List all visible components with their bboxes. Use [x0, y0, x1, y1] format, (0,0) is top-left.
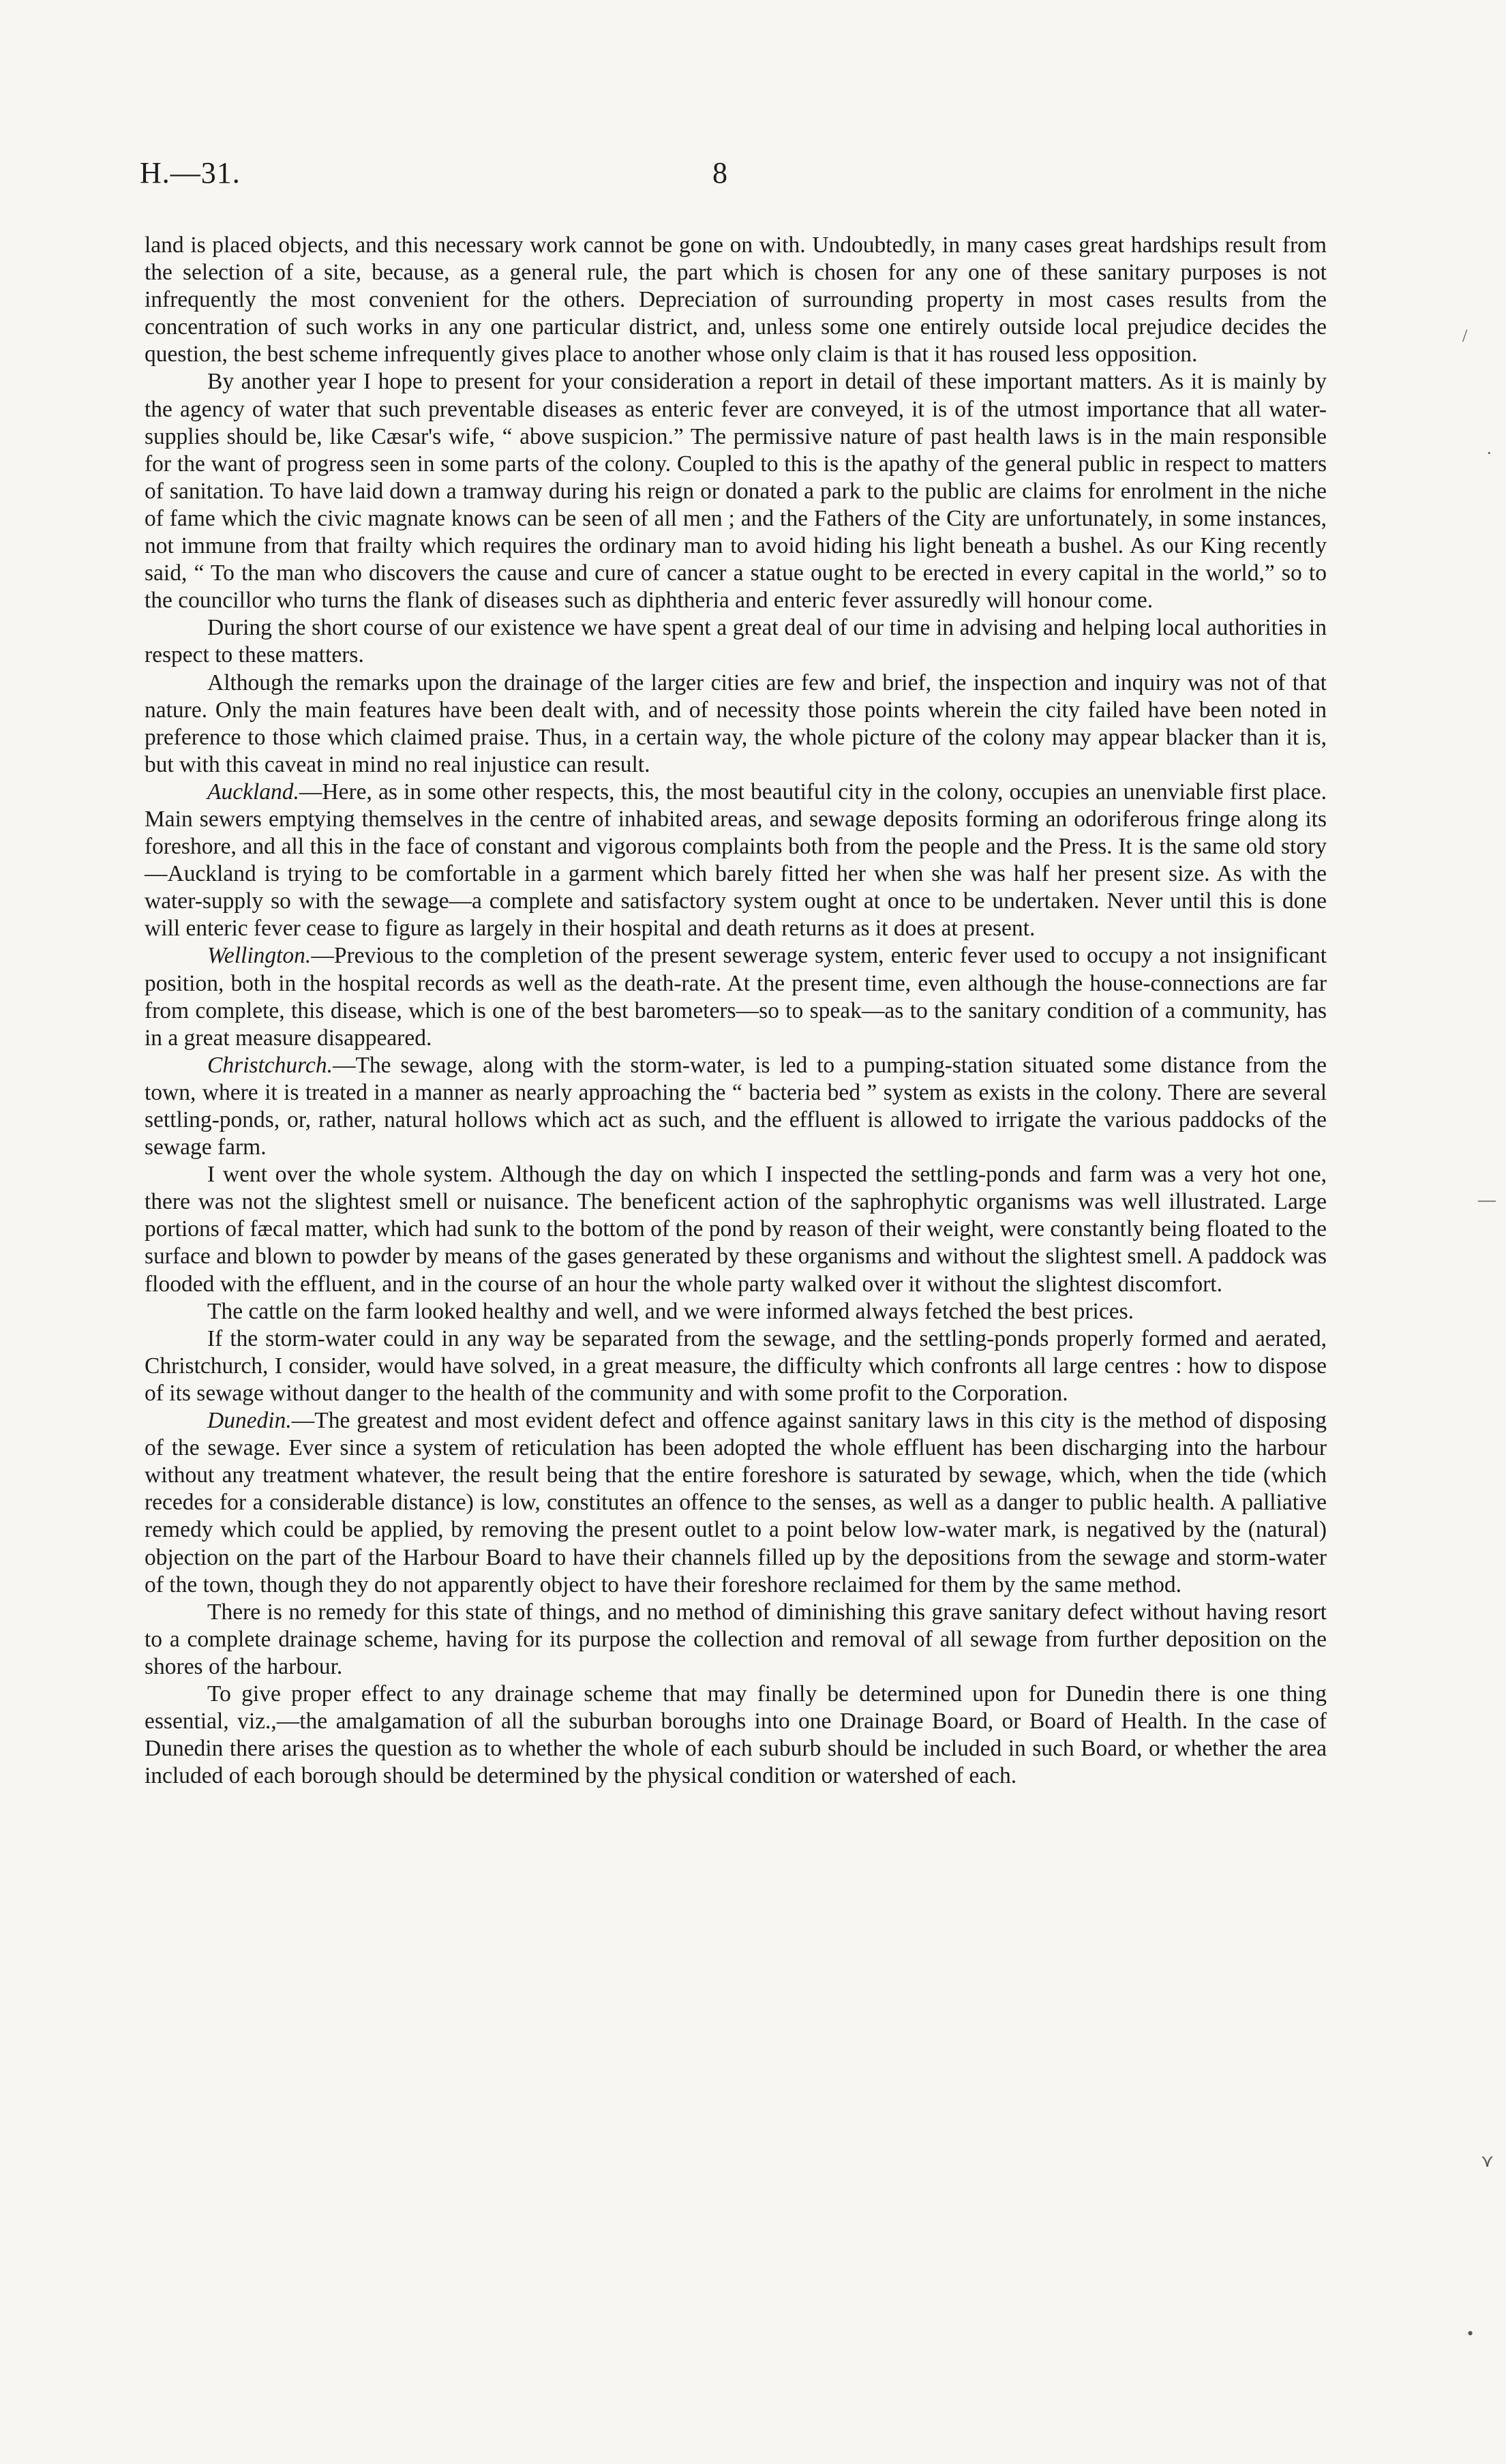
margin-mark: /	[1462, 326, 1468, 346]
margin-mark: ·	[1486, 443, 1492, 463]
paragraph-text: —The sewage, along with the storm-water, is led to a pumping-station situated some distance from the town, where it is treated in a manner as nearly approaching the “ bacteria bed ” system as exists in the colony. There are several settling-ponds, or, rather, natural hollows which act as such, and the effluent is allowed to irrigate the various paddocks of the sewage farm.	[145, 1052, 1327, 1160]
paragraph-text: Although the remarks upon the drainage of the larger cities are few and brief, the inspection and inquiry was not of that nature. Only the main features have been dealt with, and of necessity those points wherein the city failed have been noted in preference to those which claimed praise. Thus, in a certain way, the whole picture of the colony may appear blacker than it is, but with this caveat in mind no real injustice can result.	[145, 670, 1327, 777]
paragraph	[145, 1325, 1327, 1407]
document-reference: H.—31.	[140, 156, 241, 190]
paragraph-text: To give proper effect to any drainage scheme that may finally be determined upon for Dunedin there is one thing essential, viz.,—the amalgamation of all the suburban boroughs into one Drainage Board, or Board of Health. In the case of Dunedin there arises the question as to whether the whole of each suburb should be included in such Board, or whether the area included of each borough should be determined by the physical condition or watershed of each.	[145, 1681, 1327, 1789]
margin-mark: ⋎	[1481, 2151, 1494, 2171]
margin-mark: •	[1467, 2324, 1474, 2343]
paragraph	[145, 1681, 1327, 1790]
paragraph-text: During the short course of our existence we have spent a great deal of our time in advising and helping local authorities in respect to these matters.	[145, 615, 1327, 668]
paragraph	[145, 232, 1327, 368]
paragraph-text: land is placed objects, and this necessary work cannot be gone on with. Undoubtedly, in many cases great hardships result from the selection of a site, because, as a general rule, the part which is chosen for any one of these sanitary purposes is not infrequently the most convenient for the others. Depreciation of surrounding property in most cases results from the concentration of such works in any one particular district, and, unless some one entirely outside local prejudice decides the question, the best scheme infrequently gives place to another whose only claim is that it has roused less opposition.	[145, 232, 1327, 367]
paragraph-text: By another year I hope to present for your consideration a report in detail of these important matters. As it is mainly by the agency of water that such preventable diseases as enteric fever are conveyed, it is of the utmost importance that all water-supplies should be, like Cæsar's wife, “ above suspicion.” The permissive nature of past health laws is in the main responsible for the want of progress seen in some parts of the colony. Coupled to this is the apathy of the general public in respect to matters of sanitation. To have laid down a tramway during his reign or donated a park to the public are claims for enrolment in the niche of fame which the civic magnate knows can be seen of all men ; and the Fathers of the City are unfortunately, in some instances, not immune from that frailty which requires the ordinary man to avoid hiding his light beneath a bushel. As our King recently said, “ To the man who discovers the cause and cure of cancer a statue ought to be erected in every capital in the world,” so to the councillor who turns the flank of diseases such as diphtheria and enteric fever assuredly will honour come.	[145, 369, 1327, 614]
body-text	[145, 232, 1327, 1790]
paragraph	[145, 368, 1327, 614]
paragraph-text: —Previous to the completion of the present sewerage system, enteric fever used to occupy a not insignificant position, both in the hospital records as well as the death-rate. At the present time, even although the house-connections are far from complete, this disease, which is one of the best barometers—so to speak—as to the sanitary condition of a community, has in a great measure disappeared.	[145, 943, 1327, 1051]
paragraph	[145, 1161, 1327, 1297]
city-heading-auckland: Auckland.	[207, 779, 299, 805]
city-heading-wellington: Wellington.	[207, 943, 312, 969]
paragraph-dunedin	[145, 1407, 1327, 1599]
paragraph-text: I went over the whole system. Although the day on which I inspected the settling-ponds and farm was a very hot one, there was not the slightest smell or nuisance. The beneficent action of the saphrophytic organisms was well illustrated. Large portions of fæcal matter, which had sunk to the bottom of the pond by reason of their weight, were constantly being floated to the surface and blown to powder by means of the gases generated by these organisms and without the slightest smell. A paddock was flooded with the effluent, and in the course of an hour the whole party walked over it without the slightest discomfort.	[145, 1162, 1327, 1297]
page-number: 8	[712, 156, 727, 190]
paragraph-text: —Here, as in some other respects, this, the most beautiful city in the colony, occupies an unenviable first place. Main sewers emptying themselves in the centre of inhabited areas, and sewage deposits forming an odoriferous fringe along its foreshore, and all this in the face of constant and vigorous complaints both from the people and the Press. It is the same old story—Auckland is trying to be comfortable in a garment which barely fitted her when she was half her present size. As with the water-supply so with the sewage—a complete and satisfactory system ought at once to be undertaken. Never until this is done will enteric fever cease to figure as largely in their hospital and death returns as it does at present.	[145, 779, 1327, 942]
page-header	[140, 155, 1326, 203]
paragraph-text: If the storm-water could in any way be separated from the sewage, and the settling-ponds properly formed and aerated, Christchurch, I consider, would have solved, in a great measure, the difficulty which confronts all large centres : how to dispose of its sewage without danger to the health of the community and with some profit to the Corporation.	[145, 1325, 1327, 1406]
paragraph	[145, 670, 1327, 779]
paragraph-wellington	[145, 942, 1327, 1051]
paragraph	[145, 1599, 1327, 1681]
city-heading-christchurch: Christchurch.	[207, 1052, 333, 1078]
paragraph-christchurch	[145, 1052, 1327, 1161]
paragraph-text: There is no remedy for this state of things, and no method of diminishing this grave sanitary defect without having resort to a complete drainage scheme, having for its purpose the collection and removal of all sewage from further deposition on the shores of the harbour.	[145, 1599, 1327, 1679]
margin-mark: —	[1478, 1190, 1496, 1210]
paragraph	[145, 614, 1327, 669]
paragraph-text: —The greatest and most evident defect and offence against sanitary laws in this city is the method of disposing of the sewage. Ever since a system of reticulation has been adopted the whole effluent has been discharging into the harbour without any treatment whatever, the result being that the entire foreshore is saturated by sewage, which, when the tide (which recedes for a considerable distance) is low, constitutes an offence to the senses, as well as a danger to public health. A palliative remedy which could be applied, by removing the present outlet to a point below low-water mark, is negatived by the (natural) objection on the part of the Harbour Board to have their channels filled up by the depositions from the sewage and storm-water of the town, though they do not apparently object to have their foreshore reclaimed for them by the same method.	[145, 1408, 1327, 1597]
city-heading-dunedin: Dunedin.	[207, 1408, 292, 1434]
paragraph	[145, 1298, 1327, 1325]
paragraph-auckland	[145, 779, 1327, 943]
paragraph-text: The cattle on the farm looked healthy and well, and we were informed always fetched the best prices.	[207, 1298, 1134, 1324]
